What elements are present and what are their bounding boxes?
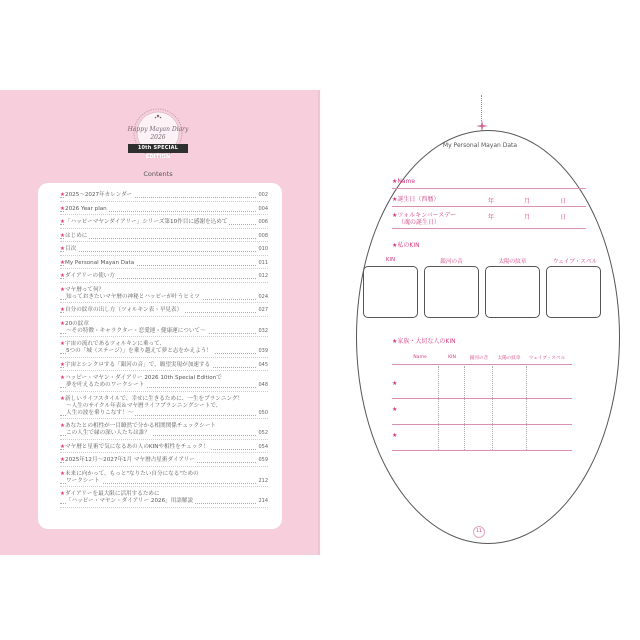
toc-separator <box>60 255 268 256</box>
toc-item-text: ワークシート <box>66 477 100 484</box>
toc-item[interactable] <box>60 307 268 314</box>
toc-item-text: 知っておきたいマヤ暦の神秘とハッピーが叶うヒミツ <box>66 293 201 300</box>
toc-separator <box>60 268 268 269</box>
toc-item-text: 2026 Year plan <box>65 205 107 212</box>
toc-item-text: 目次 <box>65 246 77 252</box>
toc-item-line <box>60 403 268 410</box>
toc-item[interactable] <box>60 471 268 485</box>
toc-item[interactable] <box>60 321 268 335</box>
toc-star-icon: ★ <box>60 219 66 225</box>
emblem-year: 2026 <box>150 134 166 141</box>
toc-separator <box>60 357 268 358</box>
toc-page-number: 032 <box>258 327 268 334</box>
toc-star-icon: ★ <box>60 259 66 266</box>
toc-separator <box>60 201 268 202</box>
toc-page-number: 214 <box>258 498 268 504</box>
toc-item-text: 〜その特徴・キャラクター・恋愛運・健康運について〜 <box>66 327 206 334</box>
family-row-star: ★ <box>392 432 398 439</box>
birthday-label: ★誕生日（西暦） <box>392 196 440 203</box>
toc-item-text: 5つの「城（ステージ）」を乗り越えて夢と志をかえよう！ <box>66 348 212 354</box>
toc-item-text: あなたとの相性が一目瞭然で分かる相関関係チェックシート <box>65 423 216 429</box>
toc-item-text: ハッピー・マヤン・ダイアリー 2026 10th Special Editionで <box>65 375 222 381</box>
toc-page-number: 006 <box>258 219 268 225</box>
page-number: 11 <box>473 526 485 538</box>
tzolkin-label: ★ツォルキンバースデー <box>392 212 457 219</box>
birthday-year: 年 <box>488 198 495 205</box>
family-row-star: ★ <box>392 406 398 413</box>
toc-item-text: ダイアリーを最大限に活用するために <box>65 491 160 497</box>
toc-item-text: 2025〜2027年カレンダー <box>65 192 133 198</box>
kin-box-kin[interactable] <box>363 266 418 318</box>
emblem-ribbon: 10th SPECIAL EDITION <box>128 144 188 153</box>
toc-item[interactable] <box>60 396 268 417</box>
toc-star-icon: ★ <box>60 423 66 429</box>
family-header-name: Name <box>413 355 427 360</box>
toc-item-text: 20の紋章 <box>65 320 89 327</box>
toc-page-number: 024 <box>258 293 268 300</box>
toc-star-icon: ★ <box>60 307 66 313</box>
toc-item-text: ダイアリーの使い方 <box>65 273 115 279</box>
family-header-line <box>392 364 572 365</box>
toc-item-text: 「ハッピーマヤンダイアリー」シリーズ第10作目に感謝を込めて <box>65 219 228 225</box>
gutter-shadow <box>318 90 322 555</box>
toc-item-text: マヤ暦と星術で気になるあの人のKINや相性をチェック！ <box>65 443 209 450</box>
toc-item-line <box>60 423 268 430</box>
toc-separator <box>60 486 268 487</box>
toc-page-number: 004 <box>258 205 268 212</box>
toc-item[interactable] <box>60 491 268 505</box>
toc-page-number: 008 <box>258 232 268 239</box>
toc-page-number: 050 <box>258 409 268 416</box>
toc-separator <box>60 336 268 337</box>
toc-star-icon: ★ <box>60 361 66 368</box>
toc-item[interactable] <box>60 260 268 267</box>
toc-separator <box>60 282 268 283</box>
birthday-day: 日 <box>560 198 567 205</box>
toc-item[interactable] <box>60 273 268 280</box>
family-kin-label: ★家族・大切な人のKIN <box>392 338 456 345</box>
kin-box-wavespell[interactable] <box>546 266 601 318</box>
toc-page-number: 027 <box>258 307 268 313</box>
toc-page-number: 010 <box>258 246 268 252</box>
toc-item-line <box>60 471 268 478</box>
toc-star-icon: ★ <box>60 443 66 450</box>
toc-star-icon: ★ <box>60 491 66 497</box>
toc-separator <box>60 241 268 242</box>
toc-item-text: 新しいライフスタイルで、幸せに生きるために、一生をプランニング！ <box>65 395 244 402</box>
toc-item[interactable] <box>60 341 268 355</box>
toc-item[interactable] <box>60 233 268 240</box>
toc-item-line <box>60 341 268 348</box>
toc-item[interactable] <box>60 246 268 253</box>
kin-header-galactic-tone: 銀河の音 <box>440 259 463 265</box>
toc-item[interactable] <box>60 375 268 389</box>
kin-header-kin: KIN <box>385 257 396 263</box>
toc-page-number: 212 <box>258 477 268 484</box>
toc-item-text: 自分の紋章の出し方（ツォルキン表・早見表） <box>65 307 183 313</box>
family-col-divider <box>492 366 493 450</box>
toc-page-number: 011 <box>258 259 268 266</box>
toc-star-icon: ★ <box>60 320 66 327</box>
tzolkin-day: 日 <box>560 214 567 221</box>
toc-star-icon: ★ <box>60 273 66 279</box>
toc-item-line <box>60 396 268 403</box>
toc-star-icon: ★ <box>60 232 66 239</box>
toc-item-text: 宇宙の流れであるツォルキンに乗って、 <box>65 341 166 347</box>
toc-star-icon: ★ <box>60 395 66 402</box>
family-header-wavespell: ウェイブ・スペル <box>528 356 566 361</box>
tzolkin-sub: （魂の誕生日） <box>398 219 441 226</box>
family-row-star: ★ <box>392 380 398 387</box>
toc-star-icon: ★ <box>60 192 66 198</box>
personal-data-title: My Personal Mayan Data <box>442 142 518 149</box>
toc-page-number: 052 <box>258 430 268 436</box>
toc-star-icon: ★ <box>60 286 66 293</box>
kin-header-solar-seal: 太陽の紋章 <box>498 259 527 265</box>
toc-item-text: 夢を叶えるためのワークシート <box>66 382 145 388</box>
toc-item-text: My Personal Mayan Data <box>65 259 135 266</box>
toc-item[interactable] <box>60 444 268 451</box>
toc-item-line <box>60 375 268 382</box>
toc-separator <box>60 418 268 419</box>
toc-star-icon: ★ <box>60 470 66 477</box>
toc-separator <box>60 302 268 303</box>
toc-item[interactable] <box>60 206 268 213</box>
family-header-solar-seal: 太陽の紋章 <box>497 356 521 361</box>
toc-page-number: 002 <box>258 192 268 198</box>
toc-star-icon: ★ <box>60 457 66 463</box>
toc-page-number: 059 <box>258 457 268 463</box>
toc-separator <box>60 466 268 467</box>
family-col-divider <box>526 366 527 450</box>
name-label: ★Name <box>392 178 416 185</box>
toc-separator <box>60 507 268 508</box>
data-oval-frame <box>356 130 620 544</box>
toc-item-line <box>60 491 268 498</box>
birthday-line <box>392 206 586 207</box>
kin-box-galactic-tone[interactable] <box>424 266 479 318</box>
toc-leader-dots <box>60 251 258 252</box>
toc-page-number: 039 <box>258 348 268 354</box>
kin-header-wavespell: ウェイブ・スペル <box>552 259 598 265</box>
toc-item[interactable] <box>60 423 268 437</box>
toc-item[interactable] <box>60 362 268 369</box>
kin-box-solar-seal[interactable] <box>485 266 540 318</box>
toc-page-number: 012 <box>258 273 268 279</box>
toc-item-text: 2025年12月〜2027年1月 マヤ暦占星術ダイアリー <box>65 457 195 463</box>
toc-item-text: はじめに <box>65 232 88 239</box>
toc-star-icon: ★ <box>60 375 66 381</box>
toc-separator <box>60 391 268 392</box>
toc-item-line <box>60 287 268 294</box>
toc-item-text: 「ハッピー・マヤン・ダイアリー 2026」用語解説 <box>66 498 194 504</box>
name-line <box>392 188 586 189</box>
toc-item[interactable] <box>60 192 268 199</box>
toc-item[interactable] <box>60 287 268 301</box>
family-header-kin: KIN <box>448 355 456 360</box>
toc-separator <box>60 214 268 215</box>
family-row-line <box>392 398 572 399</box>
toc-item[interactable] <box>60 457 268 464</box>
birthday-month: 月 <box>524 198 531 205</box>
toc-item[interactable] <box>60 219 268 226</box>
toc-item-text: 未来に向かって、もっと"なりたい自分になる"ための <box>65 470 199 477</box>
toc-separator <box>60 439 268 440</box>
toc-page-number: 048 <box>258 382 268 388</box>
toc-item-text: 宇宙とシンクロする「銀河の音」で、願望実現が加速する <box>65 361 211 368</box>
emblem-title: Happy Mayan Diary <box>127 126 189 133</box>
contents-title: Contents <box>143 170 173 178</box>
toc-item-text: 人生の波を乗りこなす！〜 <box>66 409 134 416</box>
toc-leader-dots <box>60 238 258 239</box>
toc-separator <box>60 228 268 229</box>
toc-star-icon: ★ <box>60 341 66 347</box>
family-row-line <box>392 424 572 425</box>
toc-star-icon: ★ <box>60 246 66 252</box>
tzolkin-year: 年 <box>488 214 495 221</box>
toc-separator <box>60 370 268 371</box>
family-col-divider <box>438 366 439 450</box>
my-kin-label: ★私のKIN <box>392 242 420 249</box>
family-col-divider <box>464 366 465 450</box>
toc-separator <box>60 452 268 453</box>
toc-item-text: この人生で縁の深い人たちは誰？ <box>66 430 150 436</box>
toc-item-line <box>60 321 268 328</box>
family-row-line <box>392 450 572 451</box>
toc-star-icon: ★ <box>60 205 66 212</box>
tzolkin-month: 月 <box>524 214 531 221</box>
toc-item-text: 〜人生のサイクル年表＆マヤ暦ライフプランニングシートで、 <box>66 402 222 409</box>
family-header-galactic-tone: 銀河の音 <box>469 356 489 361</box>
toc-item-text: マヤ暦って何？ <box>65 286 105 293</box>
top-dotted-line <box>481 95 482 121</box>
diary-emblem <box>120 102 196 176</box>
toc-page-number: 054 <box>258 443 268 450</box>
toc-separator <box>60 316 268 317</box>
toc-page-number: 045 <box>258 361 268 368</box>
tzolkin-line <box>392 228 586 229</box>
